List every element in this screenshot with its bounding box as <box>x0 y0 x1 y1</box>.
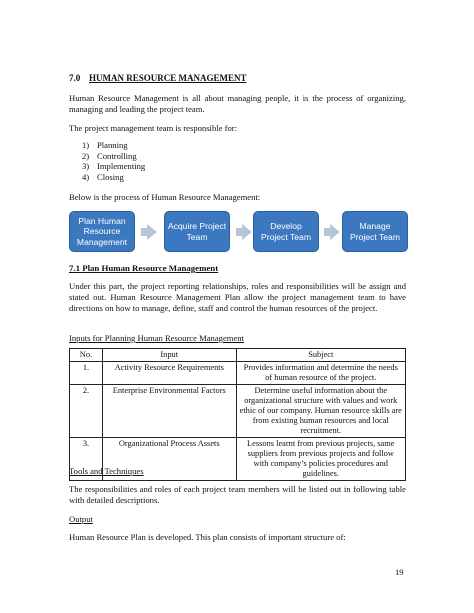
page-number: 19 <box>395 567 404 577</box>
table-row <box>70 385 406 438</box>
responsible-intro: The project management team is responsible for: <box>69 123 237 133</box>
subsection-paragraph: Under this part, the project reporting relationships, roles and responsibilities will be assign and stated out. Human Resource Management Plan allow the project management team to have directions on how to manage, define, staff and control the human resources of the project. <box>69 281 406 313</box>
table-header-row <box>70 349 406 362</box>
subject-cell: Determine useful information about the organizational structure with values and work ethic of our company. Human resource skills are from existing human resources and local recruitment. <box>236 385 405 438</box>
column-header: Input <box>102 349 236 362</box>
arrow-icon <box>147 224 157 240</box>
subject-cell: Provides information and determine the needs of human resource of the project. <box>236 362 405 385</box>
input-cell: Enterprise Environmental Factors <box>102 385 236 438</box>
output-paragraph: Human Resource Plan is developed. This plan consists of important structure of: <box>69 532 346 542</box>
tools-heading: Tools and Techniques <box>69 466 144 476</box>
inputs-heading: Inputs for Planning Human Resource Management <box>69 333 244 343</box>
list-item: 3) Implementing <box>82 161 146 171</box>
list-item: 4) Closing <box>82 171 124 182</box>
input-cell: Activity Resource Requirements <box>102 362 236 385</box>
arrow-icon <box>242 224 252 240</box>
row-number: 3. <box>70 438 103 481</box>
section-heading <box>69 73 247 83</box>
subject-cell: Lessons learnt from previous projects, same suppliers from previous projects and follow with company’s policies procedures and guidelines. <box>236 438 405 481</box>
table-row <box>70 362 406 385</box>
output-heading: Output <box>69 514 93 524</box>
column-header: No. <box>70 349 103 362</box>
column-header: Subject <box>236 349 405 362</box>
row-number: 1. <box>70 362 103 385</box>
inputs-table <box>69 348 406 481</box>
list-item: 2) Controlling <box>82 150 137 161</box>
tools-paragraph: The responsibilities and roles of each project team members will be listed out in following table with detailed descriptions. <box>69 484 406 505</box>
process-intro: Below is the process of Human Resource Management: <box>69 192 261 202</box>
section-title: HUMAN RESOURCE MANAGEMENT <box>89 73 247 83</box>
process-step-develop: Develop Project Team <box>253 211 319 252</box>
process-step-manage: Manage Project Team <box>342 211 408 252</box>
row-number: 2. <box>70 385 103 438</box>
process-step-plan: Plan Human Resource Management <box>69 211 135 252</box>
intro-paragraph: Human Resource Management is all about managing people, it is the process of organizing, managing and leading the project team. <box>69 93 406 114</box>
responsibility-list <box>82 140 145 182</box>
subsection-title: 7.1 Plan Human Resource Management <box>69 263 219 273</box>
section-number: 7.0 <box>69 73 81 83</box>
process-step-acquire: Acquire Project Team <box>164 211 230 252</box>
input-cell: Organizational Process Assets <box>102 438 236 481</box>
arrow-icon <box>330 224 340 240</box>
list-item: 1) Planning <box>82 140 128 150</box>
